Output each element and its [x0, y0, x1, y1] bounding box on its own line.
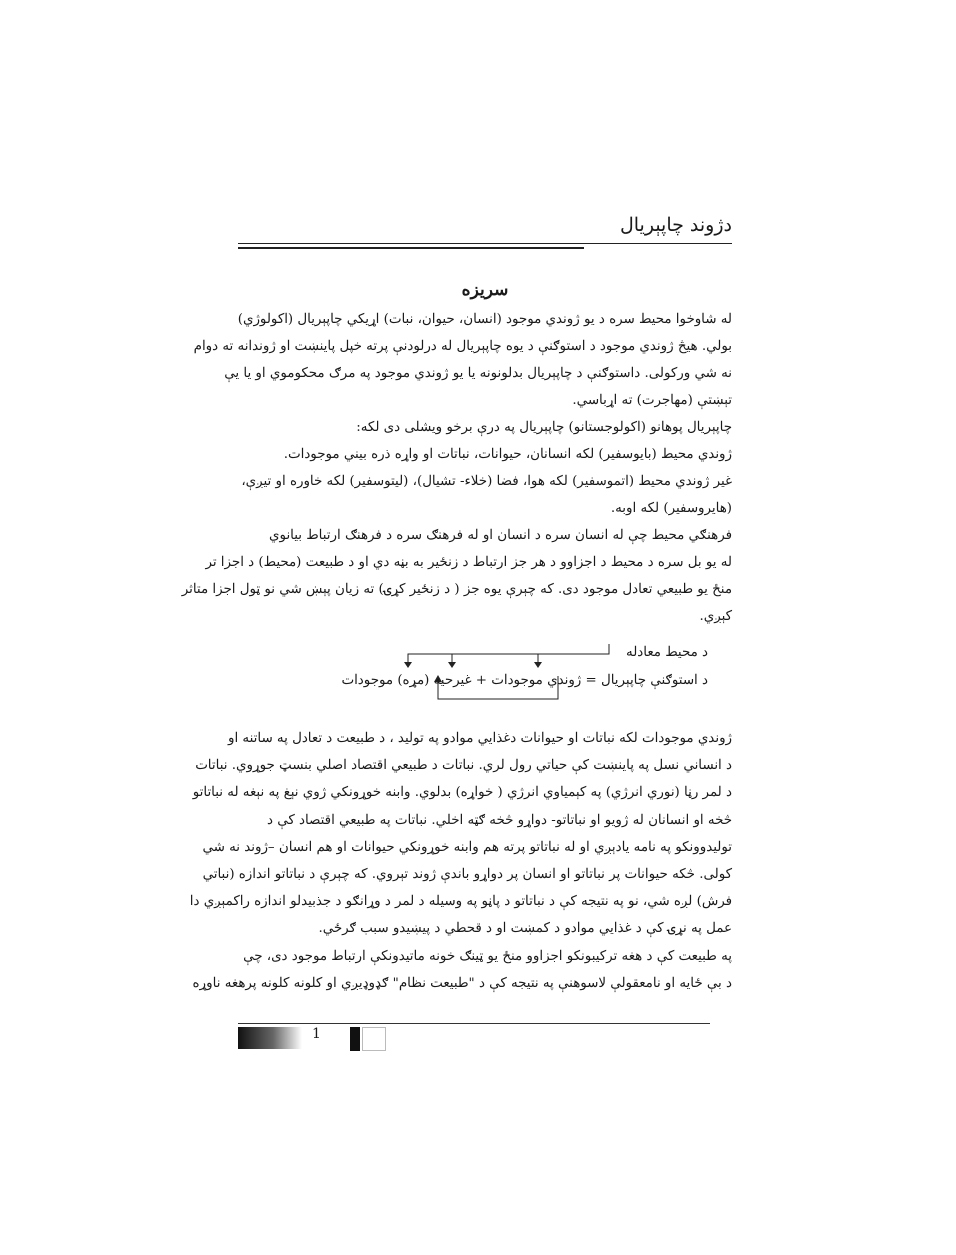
text-line: له يو بل سره د محيط د اجزاوو د هر جز ارتباط د زنځير به بڼه دي او د طبيعت (محيط) د اجزا تر [205, 555, 732, 570]
text-line: په طبيعت کې د هغه ترکيبونکو اجزاوو منځ يو ټينګ خونه ماتيدونکې ارتباط موجود دی، چې [243, 948, 732, 964]
main-text [189, 725, 732, 997]
section-title: سريزه [461, 280, 509, 300]
text-line: بولي. هيڅ ژوندي موجود د استوګنې د يوه چاپېريال له درلودنې پرته خپل پاينښت او ژوندانه ته دوام [193, 339, 732, 354]
header-rule-underline [238, 247, 584, 249]
footer-gradient-block [238, 1027, 302, 1049]
footer-rule [238, 1023, 710, 1024]
environment-equation [341, 642, 732, 704]
list-item: فرهنګي محيط چې له انسان سره د انسان او له فرهنګ سره د فرهنګ ارتباط بيانوي [269, 528, 732, 543]
list-item: (هايروسفير) لکه اوبه. [610, 501, 732, 516]
text-line: د انساني نسل په پاينښت کې حياتي رول لري. نباتات د طبيعي اقتصاد اصلي بنسټ جوړوي. نباتات [195, 758, 732, 774]
text-line: منځ يو طبيعي تعادل موجود دی. که چېرې يوه جز ( د زنځير کړۍ) ته زيان پېښ شي نو ټول اجزا متاثر [181, 582, 732, 597]
text-line: ژوندي موجودات لکه نباتات او حيوانات دغذايي موادو په توليد ، د طبيعت د تعادل په ساتنه او [227, 731, 732, 746]
page-number: 1 [312, 1026, 321, 1042]
text-line: څخه او انسانان له ژويو او نباتاتو- دواړو څخه ګټه اخلي. نباتات په طبيعي اقتصاد کې د [266, 812, 732, 828]
equation-label: د محيط معادله [626, 645, 708, 660]
text-line: د بې ځايه او نامعقولې لاسوهنې په نتيجه کې د "طبيعت نظام" ګډوډيږي او کلونه کلونه پرهغه ناوړه [192, 975, 732, 991]
text-line: کېږي. [699, 609, 732, 624]
equation-formula: د استوګنې چاپېريال = ژوندي موجودات + غيرحيه (مړه) موجودات [341, 673, 708, 688]
list-item: ژوندي محيط (بايوسفير) لکه انسانان، حيوانات، نباتات او واړه ذره بيني موجودات. [283, 447, 732, 462]
list-item: غير ژوندي محيط (اتموسفير) لکه هوا، فضا (خلاء- تشيال)، (ليتوسفير) لکه خاوره او تيږې، [241, 474, 732, 489]
running-title: دژوند چاپېريال [619, 214, 732, 236]
text-line: فرش) لږه شي، نو په نتيجه کې د نباتاتو د پاڼو په وسيله د لمر د وړانګو د جذبيدلو اندازه راکمېږي دا [189, 894, 732, 910]
header-rule [238, 243, 732, 244]
text-line: توليدوونکو په نامه يادېږي او له نباتاتو پرته هم وابنه خوړونکي حيوانات او هم انسان –ژوند نه شي [202, 839, 732, 855]
list-item: چاپېريال پوهانو (اکولوجستانو) چاپېريال په درې برخو ويشلی دی لکه: [356, 420, 732, 435]
text-line: د لمر رڼا (نوري انرژي) په کېمياوي انرژي ( خواړه) بدلوي. وابنه خوړونکي ژوي نېغ په نېغه له نباتاتو [192, 785, 732, 801]
footer-dark-block [350, 1027, 360, 1051]
footer-light-block [362, 1027, 386, 1051]
text-line: تېښتې (مهاجرت) ته اړباسي. [572, 393, 732, 408]
intro-text [181, 306, 732, 630]
text-line: کولی. څکه حيوانات پر نباتاتو او انسان پر دواړو باندې ژوند تېروي. که چېرې د نباتاتو اندازه (نباتي [202, 867, 732, 883]
text-line: نه شي ورکولی. داستوګنې د چاپېريال بدلونونه يا يو ژوندي موجود په مرګ محکوموي او يا يې [224, 366, 732, 381]
text-line: عمل په نړۍ کې د غذايي موادو د کمښت او د قحطي د پيښيدو سبب ګرځي. [318, 921, 732, 937]
text-line: له شاوخوا محيط سره د يو ژوندي موجود (انسان، حيوان، نبات) اړيکي چاپېريال (اکولوژي) [237, 312, 732, 327]
